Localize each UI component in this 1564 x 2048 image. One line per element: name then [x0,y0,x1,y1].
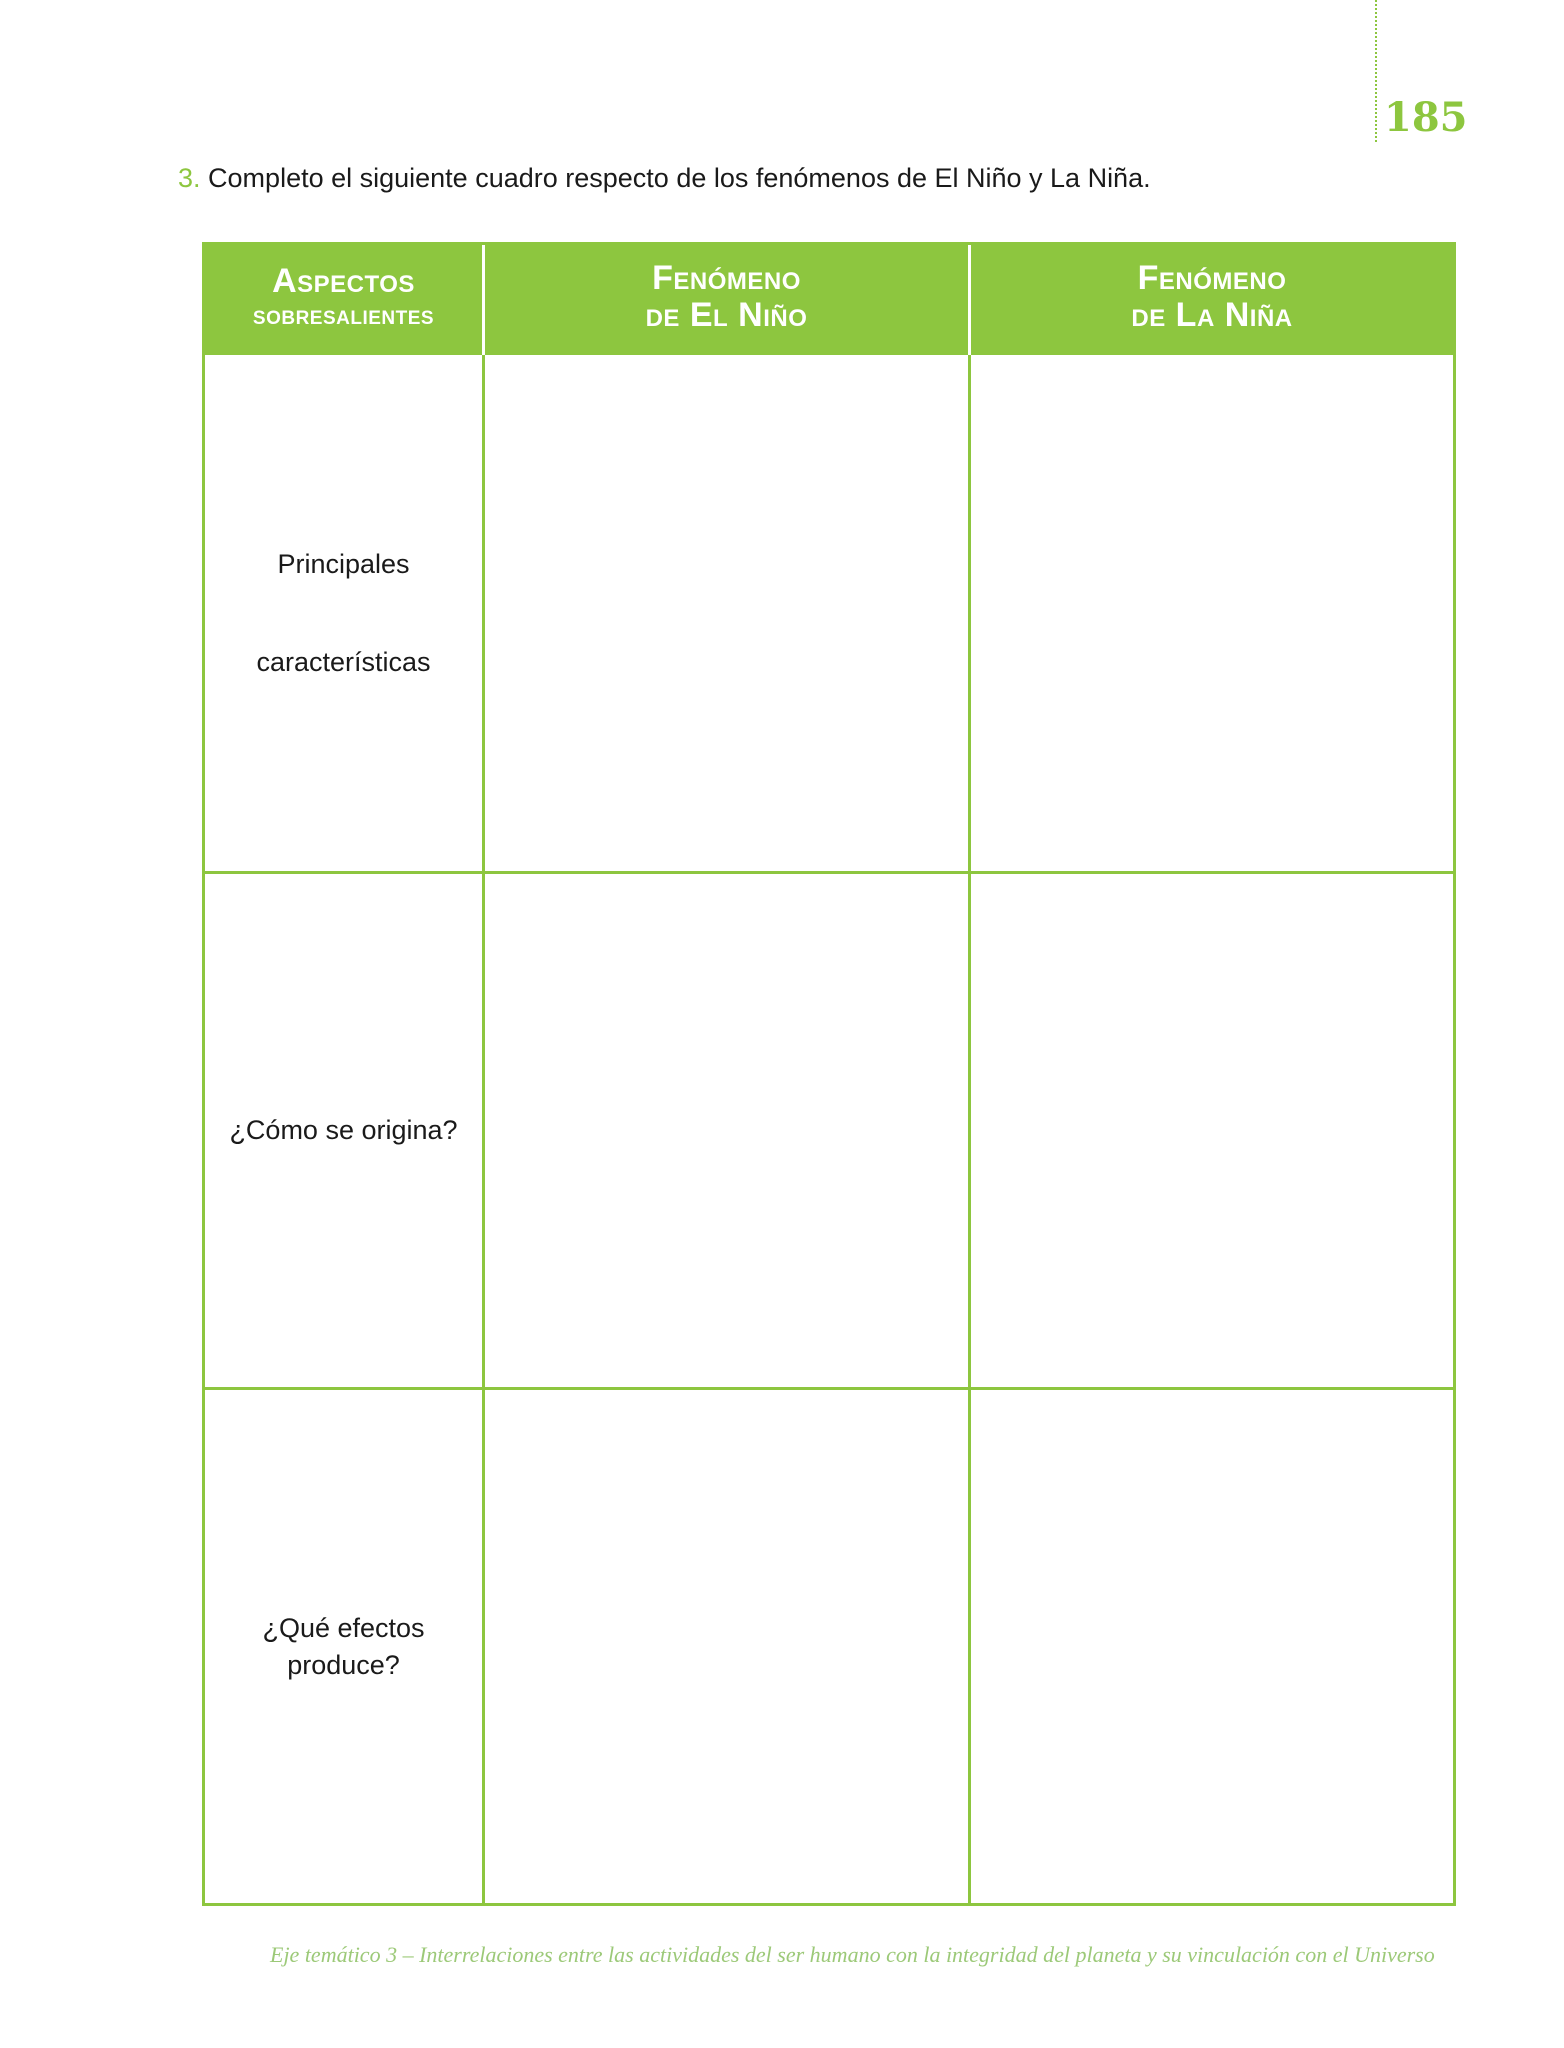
row-label-line: Principales [277,548,410,579]
instruction-text: Completo el siguiente cuadro respecto de los fenómenos de El Niño y La Niña. [208,163,1151,193]
answer-cell-el-nino-caracteristicas[interactable] [482,355,968,871]
header-el-nino [482,245,968,355]
header-la-nina-line2: de La Niña [1131,296,1293,334]
header-el-nino-line1: Fenómeno [652,258,801,297]
row-label-line: ¿Cómo se origina? [229,1115,458,1146]
margin-dotted-rule [1375,0,1377,142]
instruction [178,162,1151,194]
header-la-nina [968,245,1453,355]
answer-cell-la-nina-caracteristicas[interactable] [968,355,1453,871]
row-label-line: ¿Qué efectos [262,1613,425,1644]
row-label-origen [205,871,482,1387]
row-label-caracteristicas [205,355,482,871]
answer-cell-la-nina-origen[interactable] [968,871,1453,1387]
page-number: 185 [1384,94,1468,141]
header-aspectos [205,245,482,355]
header-aspectos-line2: sobresalientes [252,299,435,330]
header-la-nina-line1: Fenómeno [1137,258,1287,297]
answer-cell-el-nino-efectos[interactable] [482,1387,968,1903]
comparison-table [202,242,1456,1906]
header-el-nino-line2: de El Niño [645,296,808,334]
answer-cell-la-nina-efectos[interactable] [968,1387,1453,1903]
instruction-number: 3. [178,163,201,193]
row-label-line: características [256,647,431,677]
footer-running-title: Eje temático 3 – Interrelaciones entre las actividades del ser humano con la integridad del planeta y su vinculación con el Universo [270,1942,1435,1967]
row-label-efectos [205,1387,482,1903]
header-aspectos-line1: Aspectos [272,262,415,301]
row-label-line: produce? [287,1649,400,1680]
answer-cell-el-nino-origen[interactable] [482,871,968,1387]
